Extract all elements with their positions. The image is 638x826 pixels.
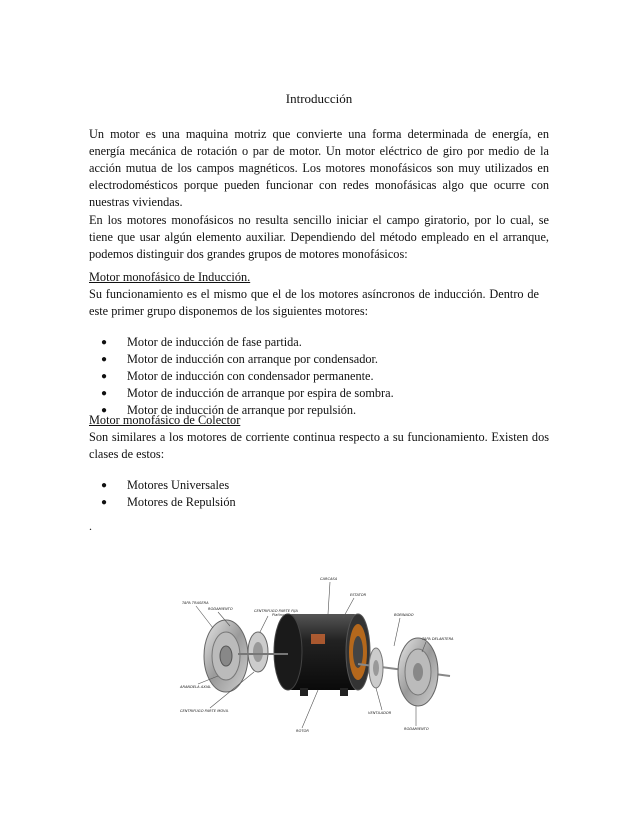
label-rotor: ROTOR <box>296 729 309 733</box>
text-line: este primer grupo disponemos de los siguientes motores: <box>89 304 369 318</box>
list-item-text: Motor de inducción con arranque por condensador. <box>127 352 378 366</box>
bullet-icon: ● <box>101 405 108 416</box>
bullet-icon: ● <box>101 480 108 491</box>
list-item-text: Motores Universales <box>127 478 230 492</box>
label-estator: ESTATOR <box>350 593 367 597</box>
text-line: En los motores monofásicos no resulta sencillo iniciar el campo giratorio, por lo cual, se <box>89 213 549 227</box>
bullet-icon: ● <box>101 388 108 399</box>
section-heading: Motor monofásico de Colector <box>89 413 241 427</box>
list-item <box>89 334 549 351</box>
text-line: electrodomésticos porque pueden funcionar con redes monofásicas algo que ocurre con <box>89 178 549 192</box>
methods-paragraph <box>89 212 549 263</box>
list-item <box>89 385 549 402</box>
list-item-text: Motores de Repulsión <box>127 495 236 509</box>
motor-housing <box>274 614 370 696</box>
list-item <box>89 494 549 511</box>
induction-motor-list <box>89 334 549 419</box>
label-winding: BOBINADO <box>394 613 414 617</box>
list-item-text: Motor de inducción de fase partida. <box>127 335 302 349</box>
list-item <box>89 477 549 494</box>
label-fan: VENTILADOR <box>368 711 392 715</box>
fan <box>369 648 383 688</box>
bullet-icon: ● <box>101 354 108 365</box>
label-bearing-left: RODAMIENTO <box>208 607 233 611</box>
text-line: energía mecánica de rotación o par de motor. Un motor eléctrico de giro por medio de la <box>89 144 549 158</box>
text-line: nuestras viviendas. <box>89 195 183 209</box>
induction-section <box>89 269 549 419</box>
label-centrifugal-moving: CENTRIFUGO PARTE MOVIL <box>180 709 229 713</box>
list-item <box>89 351 549 368</box>
bullet-icon: ● <box>101 497 108 508</box>
intro-paragraph <box>89 126 549 211</box>
text-line: clases de estos: <box>89 447 165 461</box>
page-title: Introducción <box>285 91 353 106</box>
centrifugal-fixed-part <box>248 632 268 672</box>
list-item <box>89 368 549 385</box>
list-item-text: Motor de inducción de arranque por espira de sombra. <box>127 386 394 400</box>
text-line: tiene que usar algún elemento auxiliar. Dependiendo del método empleado en el arranque, <box>89 230 549 244</box>
text-line: Son similares a los motores de corriente continua respecto a su funcionamiento. Existen dos <box>89 430 549 444</box>
label-carcasa: CARCASA <box>320 577 338 581</box>
bullet-icon: ● <box>101 371 108 382</box>
label-washer: ARANDELA AXIAL <box>180 685 212 689</box>
front-cover <box>398 638 438 706</box>
text-line: Un motor es una maquina motriz que convierte una forma determinada de energía, en <box>89 127 549 141</box>
label-platinos: Platinos <box>272 613 287 617</box>
stray-dot: . <box>89 519 92 533</box>
section-heading: Motor monofásico de Inducción. <box>89 270 251 284</box>
bullet-icon: ● <box>101 337 108 348</box>
label-rear-cover: TAPA TRASERA <box>182 601 209 605</box>
collector-motor-list <box>89 477 549 511</box>
list-item-text: Motor de inducción de arranque por repulsión. <box>127 403 357 417</box>
motor-exploded-diagram <box>168 568 468 744</box>
text-line: Su funcionamiento es el mismo que el de los motores asíncronos de inducción. Dentro de <box>89 287 539 301</box>
label-centrifugal-fixed: CENTRIFUGO PARTE FIJA <box>254 609 298 613</box>
text-line: podemos distinguir dos grandes grupos de motores monofásicos: <box>89 247 408 261</box>
list-item-text: Motor de inducción con condensador permanente. <box>127 369 374 383</box>
label-bearing-right: RODAMIENTO <box>404 727 429 731</box>
label-front-cover: TAPA DELANTERA <box>422 637 454 641</box>
text-line: acción mutua de los campos magnéticos. Los motores monofásicos son muy utilizados en <box>89 161 549 175</box>
collector-section <box>89 412 549 511</box>
rear-cover <box>204 620 248 692</box>
